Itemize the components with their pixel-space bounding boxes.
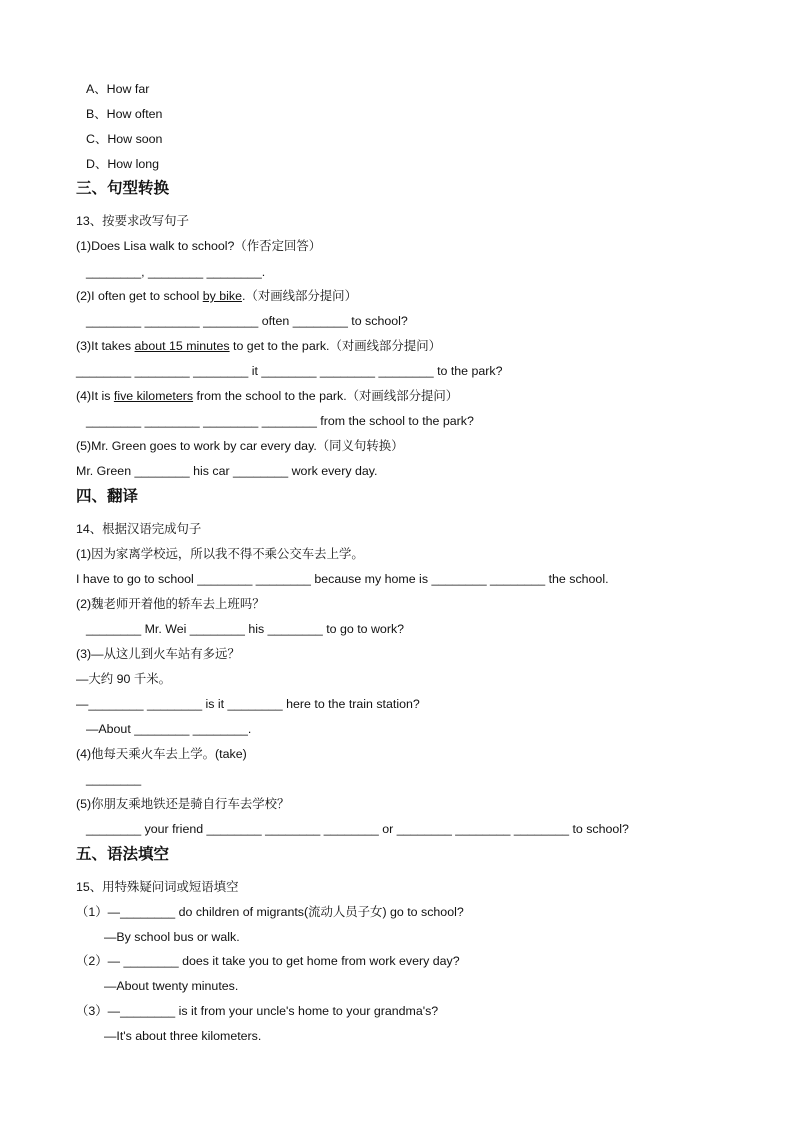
q13-answer-2: ________ ________ ________ often ________ to school? — [86, 314, 408, 328]
q13-part-2-post: .（对画线部分提问） — [242, 289, 357, 303]
q13-part-2 — [76, 288, 357, 304]
section-3-title: 三、句型转换 — [76, 179, 170, 197]
q14-part-3-reply: —大约 90 千米。 — [76, 672, 172, 686]
q13-part-3 — [76, 338, 441, 354]
q14-answer-2: ________ Mr. Wei ________ his ________ to go to work? — [86, 622, 405, 636]
q13-part-4-underlined: five kilometers — [113, 389, 194, 403]
q15-item-2-reply: —About twenty minutes. — [104, 979, 239, 993]
q13-part-2-pre: (2)I often get to school — [76, 289, 203, 303]
q14-part-5: (5)你朋友乘地铁还是骑自行车去学校？ — [76, 797, 290, 811]
q13-part-5: (5)Mr. Green goes to work by car every day.（同义句转换） — [76, 439, 404, 453]
section-5-title: 五、语法填空 — [76, 845, 170, 863]
q15-item-3-reply: —It's about three kilometers. — [104, 1029, 262, 1043]
q13-part-4-pre: (4)It is — [76, 389, 114, 403]
option-a: A、How far — [86, 82, 150, 96]
q14-answer-3-reply: —About ________ ________. — [86, 722, 252, 736]
q13-answer-5: Mr. Green ________ his car ________ work every day. — [76, 464, 378, 478]
q14-part-1: (1)因为家离学校远，所以我不得不乘公交车去上学。 — [76, 547, 364, 561]
question-13-title: 13、按要求改写句子 — [76, 214, 189, 228]
question-14-title: 14、根据汉语完成句子 — [76, 522, 202, 536]
q14-answer-1: I have to go to school ________ ________ because my home is ________ ________ the school. — [76, 572, 609, 586]
q15-item-1: （1）—________ do children of migrants(流动人员子女) go to school? — [76, 905, 464, 919]
q14-part-3: (3)—从这儿到火车站有多远？ — [76, 647, 240, 661]
q13-answer-3: ________ ________ ________ it ________ ________ ________ to the park? — [76, 364, 503, 378]
option-b: B、How often — [86, 107, 163, 121]
q13-part-4-post: from the school to the park.（对画线部分提问） — [193, 389, 459, 403]
q15-item-1-reply: —By school bus or walk. — [104, 930, 240, 944]
q14-answer-3: —________ ________ is it ________ here to the train station? — [76, 697, 420, 711]
q15-item-2: （2）— ________ does it take you to get home from work every day? — [76, 954, 460, 968]
q14-answer-4: ________ — [86, 772, 142, 786]
section-4-title: 四、翻译 — [76, 487, 139, 505]
option-c: C、How soon — [86, 132, 163, 146]
q13-answer-1: ________, ________ ________. — [86, 265, 266, 279]
q13-part-3-post: to get to the park.（对画线部分提问） — [229, 339, 441, 353]
question-15-title: 15、用特殊疑问词或短语填空 — [76, 880, 239, 894]
q13-part-3-pre: (3)It takes — [76, 339, 135, 353]
q14-answer-5: ________ your friend ________ ________ ________ or ________ ________ ________ to school? — [86, 822, 629, 836]
q14-part-4: (4)他每天乘火车去上学。(take) — [76, 747, 247, 761]
q13-answer-4: ________ ________ ________ ________ from the school to the park? — [86, 414, 474, 428]
q13-part-4 — [76, 388, 458, 404]
q13-part-1: (1)Does Lisa walk to school?（作否定回答） — [76, 239, 322, 253]
q13-part-3-underlined: about 15 minutes — [134, 339, 230, 353]
option-d: D、How long — [86, 157, 159, 171]
q15-item-3: （3）—________ is it from your uncle's home to your grandma's? — [76, 1004, 439, 1018]
q13-part-2-underlined: by bike — [202, 289, 242, 303]
q14-part-2: (2)魏老师开着他的轿车去上班吗？ — [76, 597, 265, 611]
